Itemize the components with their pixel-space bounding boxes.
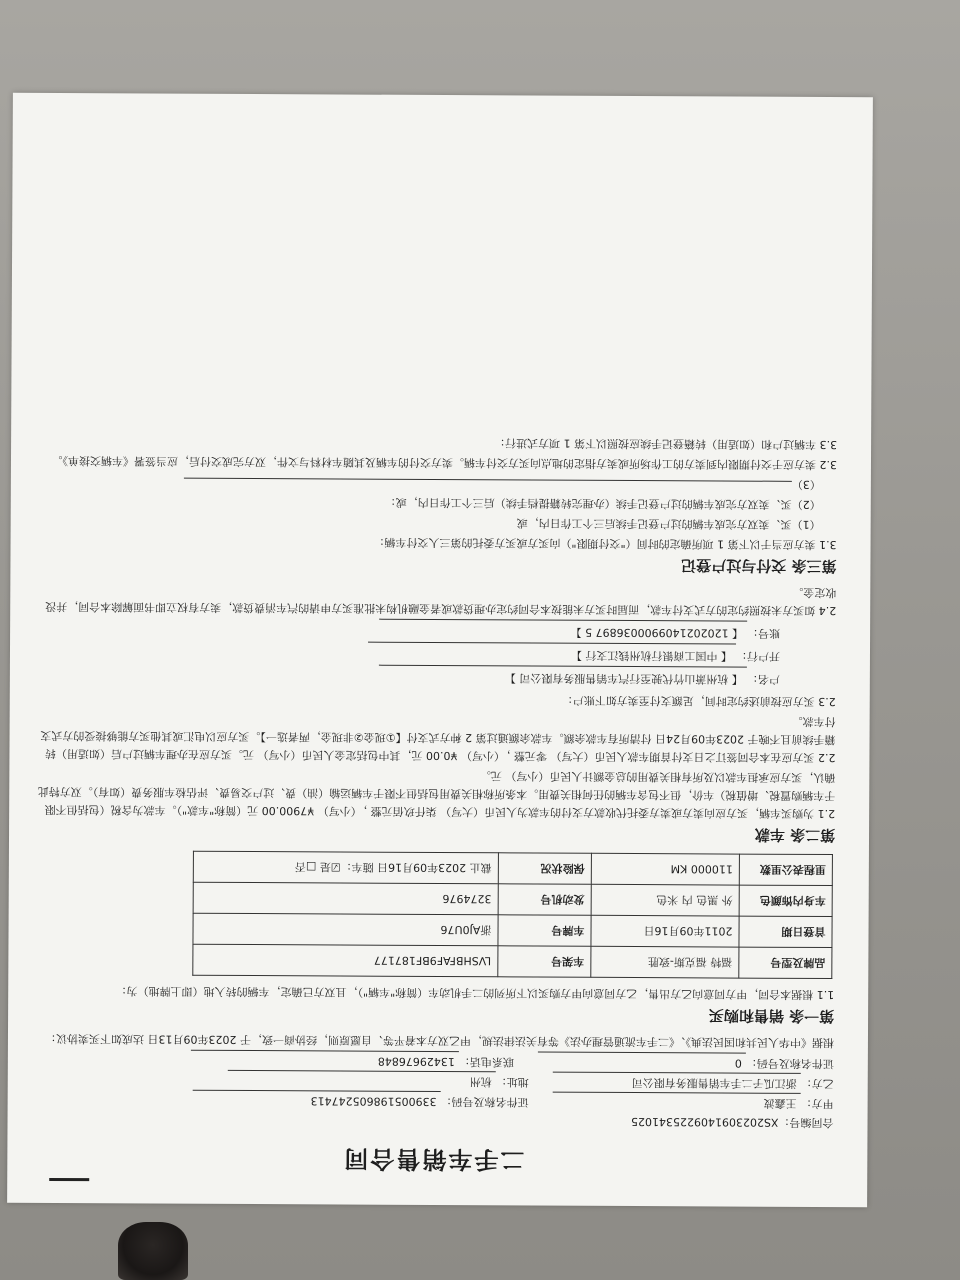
vehicle-mileage: 110000 KM	[591, 853, 739, 885]
party-a-id: 339005198605247413	[193, 1090, 441, 1111]
article-2-4: 2.4 如买方未按照约定的方式支付车款，而届时买方未能按本合同约定办理贷款或者金融机构未批准买方申请的汽车消费贷款，卖方有权立即书面解除本合同，并没收定金。	[45, 585, 837, 618]
vehicle-reg-date: 2011年09月16日	[591, 915, 739, 947]
contract-number-line: 合同编号：XS2023091409225341025	[630, 1115, 834, 1130]
article-3-3: 3.3 车辆过户和（如适用）转籍登记手续应按照以下第 1 项方式进行：	[494, 436, 838, 452]
preamble: 根据《中华人民共和国民法典》、《二手车流通管理办法》等有关法律法规，甲乙双方本着平等、自愿原则，经协商一致，于 2023年09月13日 达成如下买卖协议：	[44, 1031, 834, 1050]
vehicle-color: 外 黑色 内 米色	[591, 884, 739, 916]
party-b-doc: 0	[538, 1052, 746, 1073]
article-3-1-option-1: （1）买、卖双方完成车辆的过户登记手续后三个工作日内，或	[516, 516, 821, 531]
account-name: 【 杭州萧山竹代驶至行汽车销售服务有限公司 】	[379, 665, 747, 690]
article-3-1-option-2: （2）买、卖双方完成车辆的过户登记手续（办理完转籍提档手续）后三个工作日内，或：	[384, 495, 821, 511]
article-1-1: 1.1 根据本合同，甲方同意向乙方出售，乙方同意向甲方购买以下所列的二手机动车（简称"车辆"），且双方已确定，车辆的转入地（即上牌地）为：	[115, 984, 835, 1002]
party-b-address: 杭州	[228, 1070, 496, 1091]
vehicle-engine: 3274976	[193, 882, 498, 915]
contract-number: XS2023091409225341025	[630, 1115, 779, 1129]
article-3-title: 第三条 交付与过户登记	[681, 556, 837, 576]
article-2-1: 2.1 为购买车辆，买方应向卖方或卖方委托代收款方支付的车款为人民币（大写） 柒仟玖佰元整 ，（小写） ¥7900.00 元（简称"车款"）。车款为含税（包括但不限于车辆购置税、增值税）车价，但不包含车辆的任何相关费用。本条所称相关费用包括但不限于车辆运输（油）费、过户交易费、评估检车服务费（如有）。双方特此确认，买方应承担车款以及所有相关费用的总金额计人民币（小写） 元。	[37, 769, 836, 821]
party-b-name: 浙江瓜子二手车销售服务有限公司	[553, 1072, 801, 1093]
account-number-line: 账号：【 1202021409900036897 5 】	[36, 617, 836, 644]
article-2-2: 2.2 买方应在本合同签订之日支付首期车款人民币（大写） 零元整 ，（小写） ¥0.00 元，其中包括定金人民币（小写） 元。买方应在办理车辆过户后（如适用）转籍手续前且不晚于 2023年09月24日 付清所有车款余额。车款余额通过第 2 种方式支付【①现金②非现金，两者选一】。买方应以电汇或其他买方能够接受的方式支付车款。	[40, 714, 836, 765]
article-3-1: 3.1 卖方应当于以下第 1 项所确定的时间（"交付期限"）向买方或买方委托的第三人交付车辆：	[373, 535, 837, 552]
vehicle-brand: 福特 福克斯-致胜	[591, 946, 739, 978]
bank-line: 开户行：【 中国工商银行杭州钱江支行 】	[36, 640, 836, 667]
article-2-3: 2.3 买方应按前述约定时间，足额支付至卖方如下账户：	[561, 693, 836, 709]
vehicle-table: 品牌及型号 福特 福克斯-致胜 车架号 LVSHBFAF9BF187177 首登日期 2011年09月16日 车牌号 浙AJ0U76 车身内饰颜色 外 黑色 内 米色 发动机号 3274976 里程表公里数 110000 KM 保险状况 截止 2023年09月16日 随车：☑是 □否	[192, 851, 833, 979]
party-b-doc-line: 证件名称及号码： 0 联系电话： 13429676848	[34, 1049, 834, 1073]
party-b-phone: 13429676848	[191, 1050, 459, 1071]
party-a-name: 王鑫波	[553, 1092, 801, 1113]
account-name-line: 户名：【 杭州萧山竹代驶至行汽车销售服务有限公司 】	[36, 663, 836, 690]
article-2-title: 第二条 车款	[754, 825, 836, 845]
account-number: 【 1202021409900036897 5 】	[379, 619, 747, 644]
vehicle-vin: LVSHBFAF9BF187177	[193, 944, 498, 977]
article-1-title: 第一条 销售和购买	[708, 1006, 835, 1026]
vehicle-plate: 浙AJ0U76	[193, 913, 498, 946]
party-b-line: 乙方： 浙江瓜子二手车销售服务有限公司 地址： 杭州	[34, 1069, 834, 1093]
contract-sheet	[7, 93, 873, 1207]
article-3-1-option-3: （3）	[37, 471, 837, 493]
vehicle-insurance: 截止 2023年09月16日 随车：☑是 □否	[193, 851, 498, 884]
party-a-line: 甲方： 王鑫波 证件名称及号码： 339005198605247413	[34, 1089, 834, 1113]
finger-shadow	[118, 1222, 188, 1280]
article-3-2: 3.2 卖方应于交付期限内到卖方的工作场所或卖方指定的地点向买方交付车辆。卖方交付的车辆及其随车材料与文件，双方完成交付后，应当签署《车辆交接单》。	[51, 453, 838, 472]
bank-name: 【 中国工商银行杭州钱江支行 】	[368, 642, 736, 667]
page-title: 二手车销售合同	[342, 1144, 525, 1174]
